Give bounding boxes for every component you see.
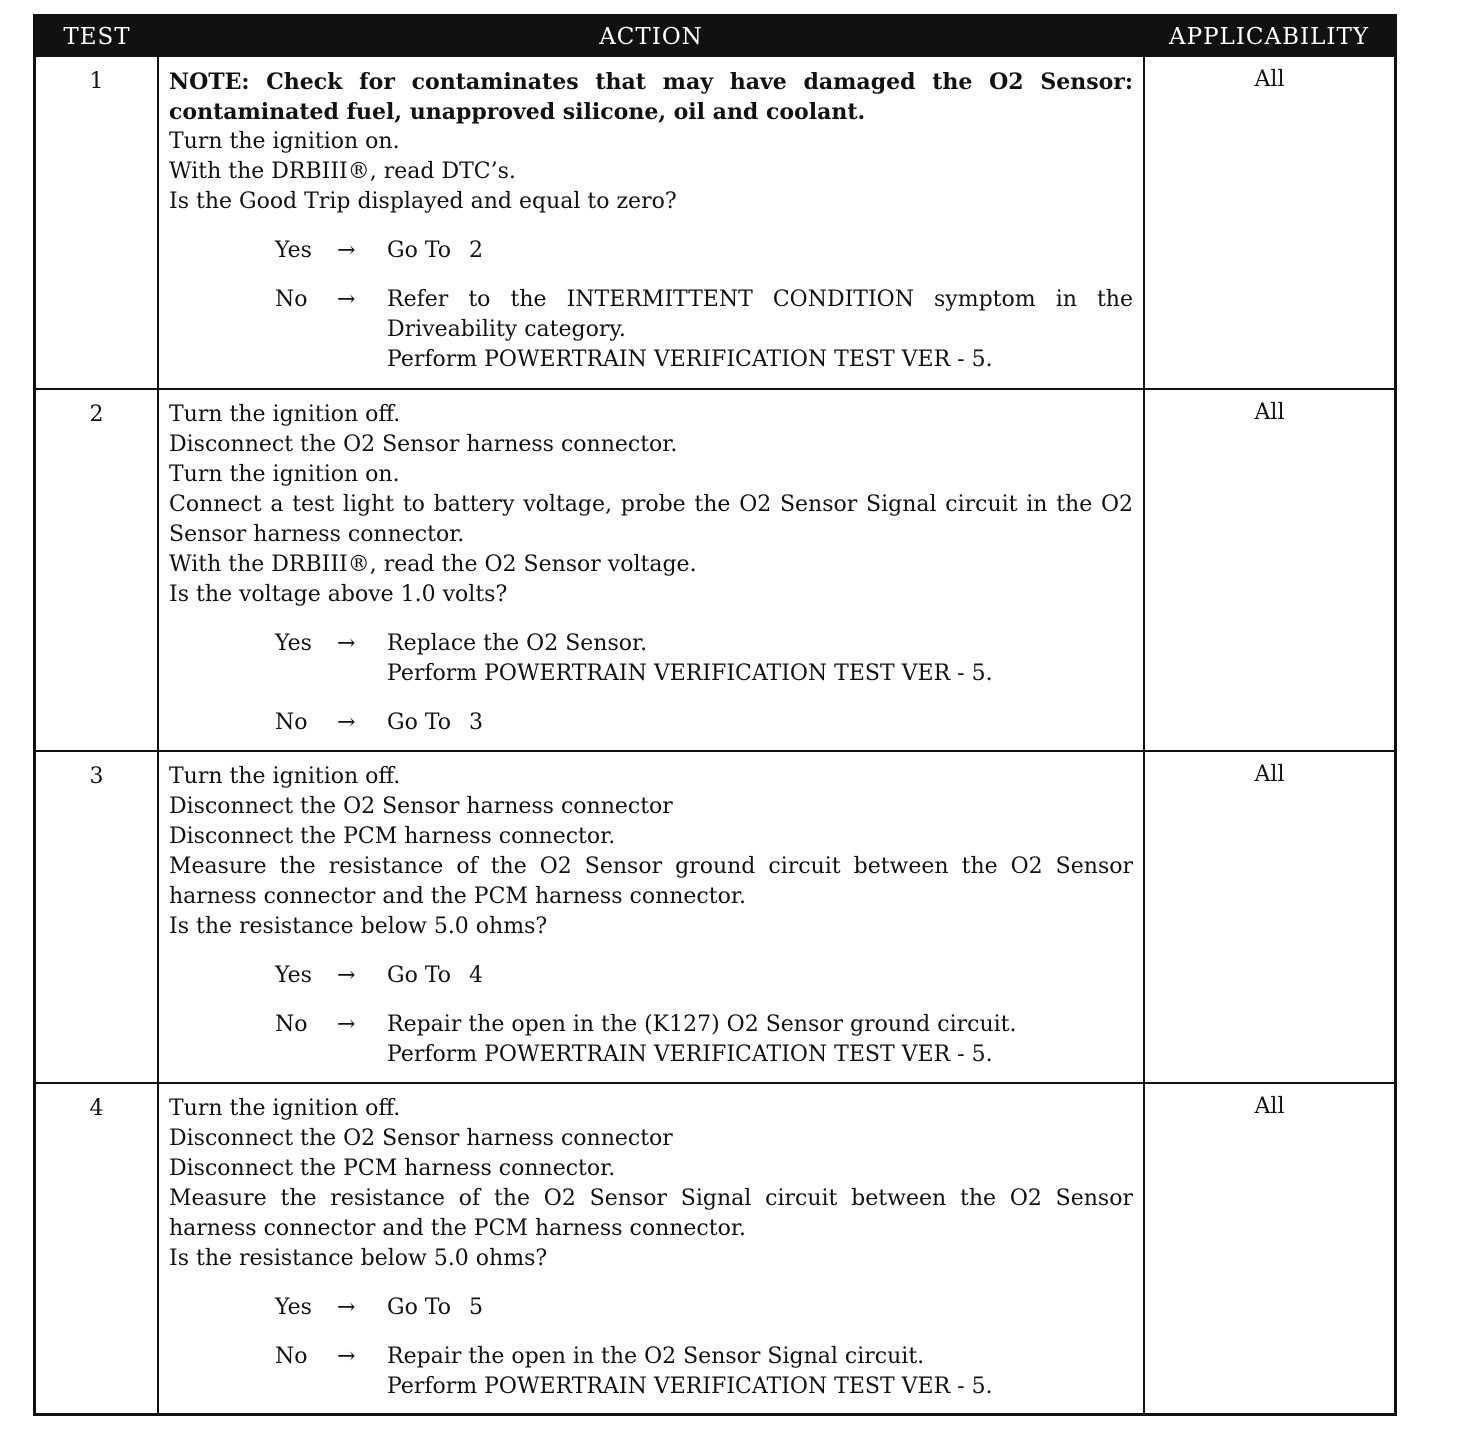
action-cell (158, 389, 1144, 751)
no-label: No (275, 1012, 308, 1037)
result-line: Repair the open in the (K127) O2 Sensor ground circuit. (387, 1012, 1017, 1037)
yes-result (387, 1293, 1133, 1323)
step-text: Turn the ignition off. (169, 764, 401, 789)
goto-label: Go To (387, 238, 452, 263)
step-text: Disconnect the O2 Sensor harness connector (169, 794, 673, 819)
test-number: 2 (36, 389, 158, 751)
yes-label: Yes (275, 963, 312, 988)
arrow-right-icon: → (337, 1012, 356, 1037)
yes-branch (169, 236, 1133, 266)
goto-label: Go To (387, 963, 452, 988)
result-line: Perform POWERTRAIN VERIFICATION TEST VER - 5. (387, 1374, 993, 1399)
diagnostic-test-table (33, 14, 1397, 1416)
yes-result (387, 961, 1133, 991)
arrow-right-icon: → (337, 1295, 356, 1320)
test-number: 1 (36, 57, 158, 389)
result-line: Perform POWERTRAIN VERIFICATION TEST VER - 5. (387, 347, 993, 372)
yes-branch (169, 1293, 1133, 1323)
step-text: Turn the ignition on. (169, 462, 400, 487)
yes-result (387, 236, 1133, 266)
yes-result (387, 629, 1133, 689)
test-number: 3 (36, 751, 158, 1083)
no-result (387, 1010, 1133, 1070)
step-text: Disconnect the O2 Sensor harness connector. (169, 432, 678, 457)
goto-number: 2 (469, 238, 484, 263)
action-cell (158, 751, 1144, 1083)
step-text: Measure the resistance of the O2 Sensor Signal circuit between the O2 Sensor harness connector and the PCM harness connector. (169, 1186, 1133, 1241)
no-result (387, 285, 1133, 375)
step-text: With the DRBIII®, read the O2 Sensor voltage. (169, 552, 697, 577)
yes-branch (169, 629, 1133, 689)
test-row-3 (36, 751, 1394, 1083)
yes-branch (169, 961, 1133, 991)
result-line: Perform POWERTRAIN VERIFICATION TEST VER - 5. (387, 661, 993, 686)
goto-number: 4 (469, 963, 484, 988)
result-line: Perform POWERTRAIN VERIFICATION TEST VER - 5. (387, 1042, 993, 1067)
result-line: Replace the O2 Sensor. (387, 631, 648, 656)
goto-number: 3 (469, 710, 484, 735)
no-label: No (275, 287, 308, 312)
test-row-2 (36, 389, 1394, 751)
no-branch (169, 285, 1133, 375)
arrow-right-icon: → (337, 631, 356, 656)
step-text: Disconnect the PCM harness connector. (169, 824, 616, 849)
result-line: Repair the open in the O2 Sensor Signal circuit. (387, 1344, 925, 1369)
step-text: Is the resistance below 5.0 ohms? (169, 1246, 548, 1271)
goto-label: Go To (387, 710, 452, 735)
step-text: With the DRBIII®, read DTC’s. (169, 159, 516, 184)
no-label: No (275, 1344, 308, 1369)
header-row (36, 17, 1394, 57)
step-text: Turn the ignition off. (169, 1096, 401, 1121)
step-text: Disconnect the PCM harness connector. (169, 1156, 616, 1181)
note-text: NOTE: Check for contaminates that may have damaged the O2 Sensor: contaminated fuel, unapproved silicone, oil and coolant. (169, 69, 1133, 125)
action-cell (158, 57, 1144, 389)
step-text: Turn the ignition on. (169, 129, 400, 154)
yes-label: Yes (275, 631, 312, 656)
step-text: Is the Good Trip displayed and equal to zero? (169, 189, 677, 214)
no-branch (169, 708, 1133, 738)
test-row-1 (36, 57, 1394, 389)
step-text: Measure the resistance of the O2 Sensor ground circuit between the O2 Sensor harness connector and the PCM harness connector. (169, 854, 1133, 909)
action-cell (158, 1083, 1144, 1413)
test-number: 4 (36, 1083, 158, 1413)
header-action: ACTION (158, 17, 1144, 57)
step-text: Is the resistance below 5.0 ohms? (169, 914, 548, 939)
goto-label: Go To (387, 1295, 452, 1320)
applicability-value: All (1144, 1083, 1394, 1413)
step-text: Disconnect the O2 Sensor harness connector (169, 1126, 673, 1151)
arrow-right-icon: → (337, 238, 356, 263)
yes-label: Yes (275, 1295, 312, 1320)
no-result (387, 708, 1133, 738)
applicability-value: All (1254, 67, 1285, 92)
yes-label: Yes (275, 238, 312, 263)
step-text: Turn the ignition off. (169, 402, 401, 427)
goto-number: 5 (469, 1295, 484, 1320)
no-result (387, 1342, 1133, 1402)
header-applicability: APPLICABILITY (1144, 17, 1394, 57)
no-branch (169, 1342, 1133, 1402)
header-test: TEST (36, 17, 158, 57)
result-line: Refer to the INTERMITTENT CONDITION symptom in the Driveability category. (387, 287, 1133, 342)
no-branch (169, 1010, 1133, 1070)
applicability-value: All (1144, 751, 1394, 1083)
applicability-value: All (1144, 389, 1394, 751)
test-row-4 (36, 1083, 1394, 1413)
arrow-right-icon: → (337, 963, 356, 988)
step-text: Connect a test light to battery voltage, probe the O2 Sensor Signal circuit in the O2 Sensor harness connector. (169, 492, 1133, 547)
arrow-right-icon: → (337, 1344, 356, 1369)
step-text: Is the voltage above 1.0 volts? (169, 582, 508, 607)
arrow-right-icon: → (337, 287, 356, 312)
test-table (36, 17, 1394, 1413)
no-label: No (275, 710, 308, 735)
arrow-right-icon: → (337, 710, 356, 735)
